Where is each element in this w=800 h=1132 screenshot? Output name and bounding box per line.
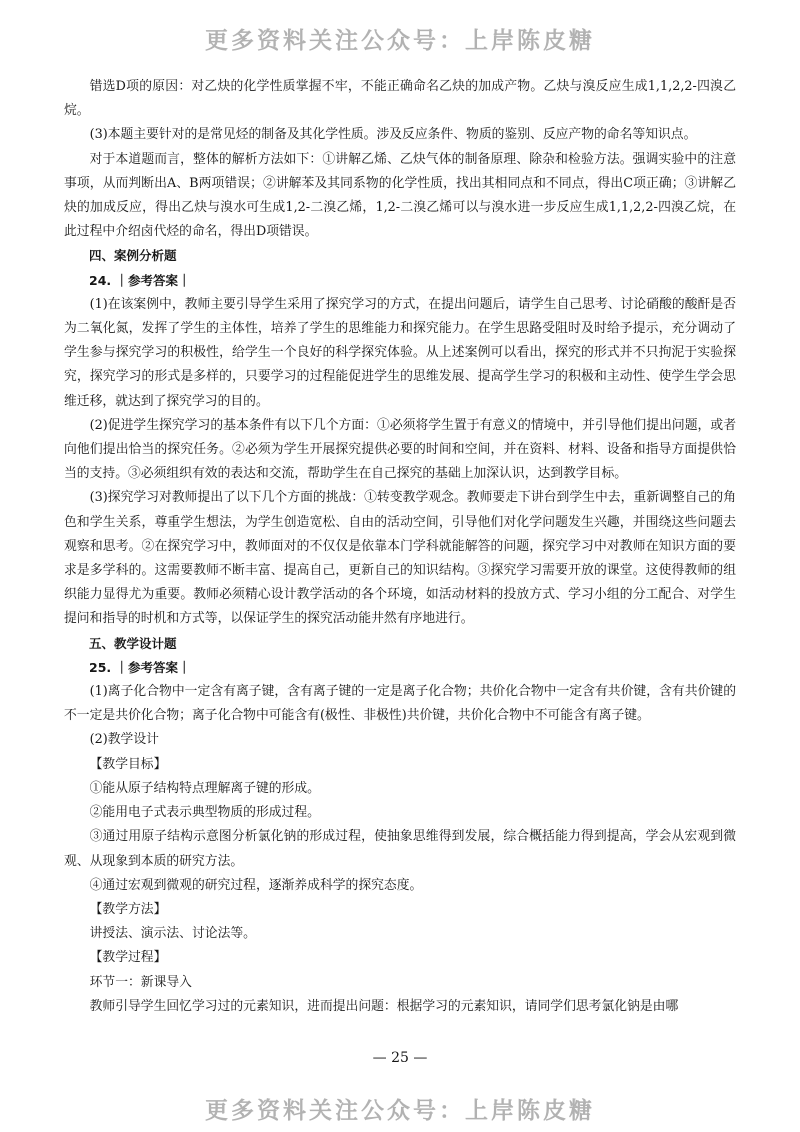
section-heading: 五、教学设计题 [89, 635, 177, 651]
paragraph: (3)本题主要针对的是常见烃的制备及其化学性质。涉及反应条件、物质的鉴别、反应产物的命名等知识点。 [89, 127, 697, 143]
page-body [64, 75, 736, 1019]
objective-item: ②能用电子式表示典型物质的形成过程。 [89, 805, 320, 821]
page-number: — 25 — [372, 1050, 428, 1066]
answer-label: 24. ｜参考答案｜ [89, 272, 191, 288]
paragraph: (2)促进学生探究学习的基本条件有以下几个方面：①必须将学生置于有意义的情境中，并引导他们提出问题，或者向他们提出恰当的探究任务。②必须为学生开展探究提供必要的时间和空间，并在资料、材料、设备和指导方面提供恰当的支持。③必须组织有效的表达和交流，帮助学生在自己探究的基础上加深认识，达到教学目标。 [64, 417, 736, 482]
paragraph: 讲授法、演示法、讨论法等。 [89, 926, 256, 942]
paragraph: 教师引导学生回忆学习过的元素知识，进而提出问题：根据学习的元素知识，请同学们思考氯化钠是由哪 [89, 998, 679, 1014]
objective-item: ①能从原子结构特点理解离子键的形成。 [89, 780, 320, 796]
paragraph: (2)教学设计 [89, 732, 159, 748]
paragraph: 对于本道题而言，整体的解析方法如下：①讲解乙烯、乙炔气体的制备原理、除杂和检验方法。强调实验中的注意事项，从而判断出A、B两项错误；②讲解苯及其同系物的化学性质，找出其相同点和不同点，得出C项正确；③讲解乙炔的加成反应，得出乙炔与溴水可生成1,2-二溴乙烯，1,2-二溴乙烯可以与溴水进一步反应生成1,1,2,2-四溴乙烷，在此过程中介绍卤代烃的命名，得出D项错误。 [64, 151, 736, 240]
bracket-heading: 【教学过程】 [89, 950, 167, 966]
bracket-heading: 【教学目标】 [89, 756, 167, 772]
objective-item: ④通过宏观到微观的研究过程，逐渐养成科学的探究态度。 [89, 877, 423, 893]
answer-label: 25. ｜参考答案｜ [89, 659, 191, 675]
paragraph: (3)探究学习对教师提出了以下几个方面的挑战：①转变教学观念。教师要走下讲台到学生中去，重新调整自己的角色和学生关系，尊重学生想法，为学生创造宽松、自由的活动空间，引导他们对化学问题发生兴趣，并围绕这些问题去观察和思考。②在探究学习中，教师面对的不仅仅是依靠本门学科就能解答的问题，探究学习中对教师在知识方面的要求是多学科的。这需要教师不断丰富、提高自己，更新自己的知识结构。③探究学习需要开放的课堂。这使得教师的组织能力显得尤为重要。教师必须精心设计教学活动的各个环境，如活动材料的投放方式、学习小组的分工配合、对学生提问和指导的时机和方式等，以保证学生的探究活动能井然有序地进行。 [64, 490, 736, 627]
paragraph: 错选D项的原因：对乙炔的化学性质掌握不牢，不能正确命名乙炔的加成产物。乙炔与溴反应生成1,1,2,2-四溴乙烷。 [64, 79, 736, 119]
section-heading: 四、案例分析题 [89, 248, 177, 264]
step-heading: 环节一：新课导入 [89, 974, 192, 990]
watermark-banner-bottom: 更多资料关注公众号：上岸陈皮糖 [205, 1098, 595, 1124]
bracket-heading: 【教学方法】 [89, 901, 167, 917]
paragraph: (1)离子化合物中一定含有离子键，含有离子键的一定是离子化合物；共价化合物中一定含有共价键，含有共价键的不一定是共价化合物；离子化合物中可能含有(极性、非极性)共价键，共价化合物中不可能含有离子键。 [64, 684, 736, 724]
objective-item: ③通过用原子结构示意图分析氯化钠的形成过程，使抽象思维得到发展，综合概括能力得到提高，学会从宏观到微观、从现象到本质的研究方法。 [64, 829, 736, 869]
watermark-banner-top: 更多资料关注公众号：上岸陈皮糖 [205, 28, 595, 54]
paragraph: (1)在该案例中，教师主要引导学生采用了探究学习的方式，在提出问题后，请学生自己思考、讨论硝酸的酸酐是否为二氧化氮，发挥了学生的主体性，培养了学生的思维能力和探究能力。在学生思路受阻时及时给予提示，充分调动了学生参与探究学习的积极性，给学生一个良好的科学探究体验。从上述案例可以看出，探究的形式并不只拘泥于实验探究，探究学习的形式是多样的，只要学习的过程能促进学生的思维发展、提高学生学习的积极和主动性、使学生学会思维迁移，就达到了探究学习的目的。 [64, 296, 736, 409]
